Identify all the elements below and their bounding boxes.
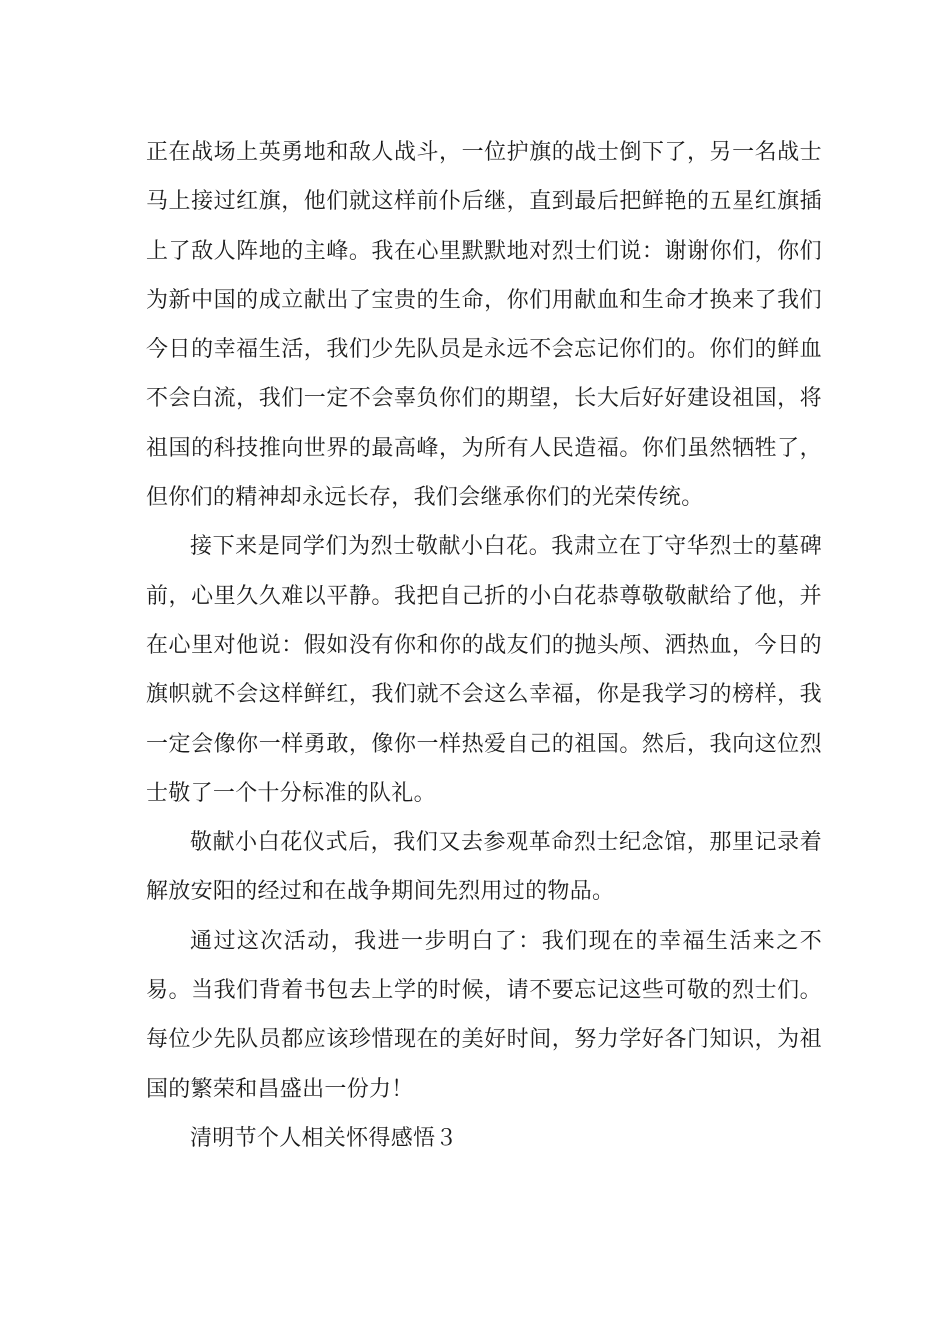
section-heading: 清明节个人相关怀得感悟３ [190,1125,458,1151]
paragraph-memorial-hall: 敬献小白花仪式后，我们又去参观革命烈士纪念馆，那里记录着解放安阳的经过和在战争期间先烈用过的物品。 [146,830,822,905]
paragraph-continuation: 正在战场上英勇地和敌人战斗，一位护旗的战士倒下了，另一名战士马上接过红旗，他们就这样前仆后继，直到最后把鲜艳的五星红旗插上了敌人阵地的主峰。我在心里默默地对烈士们说：谢谢你们，你们为新中国的成立献出了宝贵的生命，你们用献血和生命才换来了我们今日的幸福生活，我们少先队员是永远不会忘记你们的。你们的鲜血不会白流，我们一定不会辜负你们的期望，长大后好好建设祖国，将祖国的科技推向世界的最高峰，为所有人民造福。你们虽然牺牲了，但你们的精神却永远长存，我们会继承你们的光荣传统。 [146,140,822,511]
document-body [146,128,822,1163]
paragraph-conclusion: 通过这次活动，我进一步明白了：我们现在的幸福生活来之不易。当我们背着书包去上学的时候，请不要忘记这些可敬的烈士们。每位少先队员都应该珍惜现在的美好时间，努力学好各门知识，为祖国的繁荣和昌盛出一份力！ [146,928,822,1102]
paragraph-flower-tribute: 接下来是同学们为烈士敬献小白花。我肃立在丁守华烈士的墓碑前，心里久久难以平静。我把自己折的小白花恭尊敬敬献给了他，并在心里对他说：假如没有你和你的战友们的抛头颅、洒热血，今日的旗帜就不会这样鲜红，我们就不会这么幸福，你是我学习的榜样，我一定会像你一样勇敢，像你一样热爱自己的祖国。然后，我向这位烈士敬了一个十分标准的队礼。 [146,534,822,806]
